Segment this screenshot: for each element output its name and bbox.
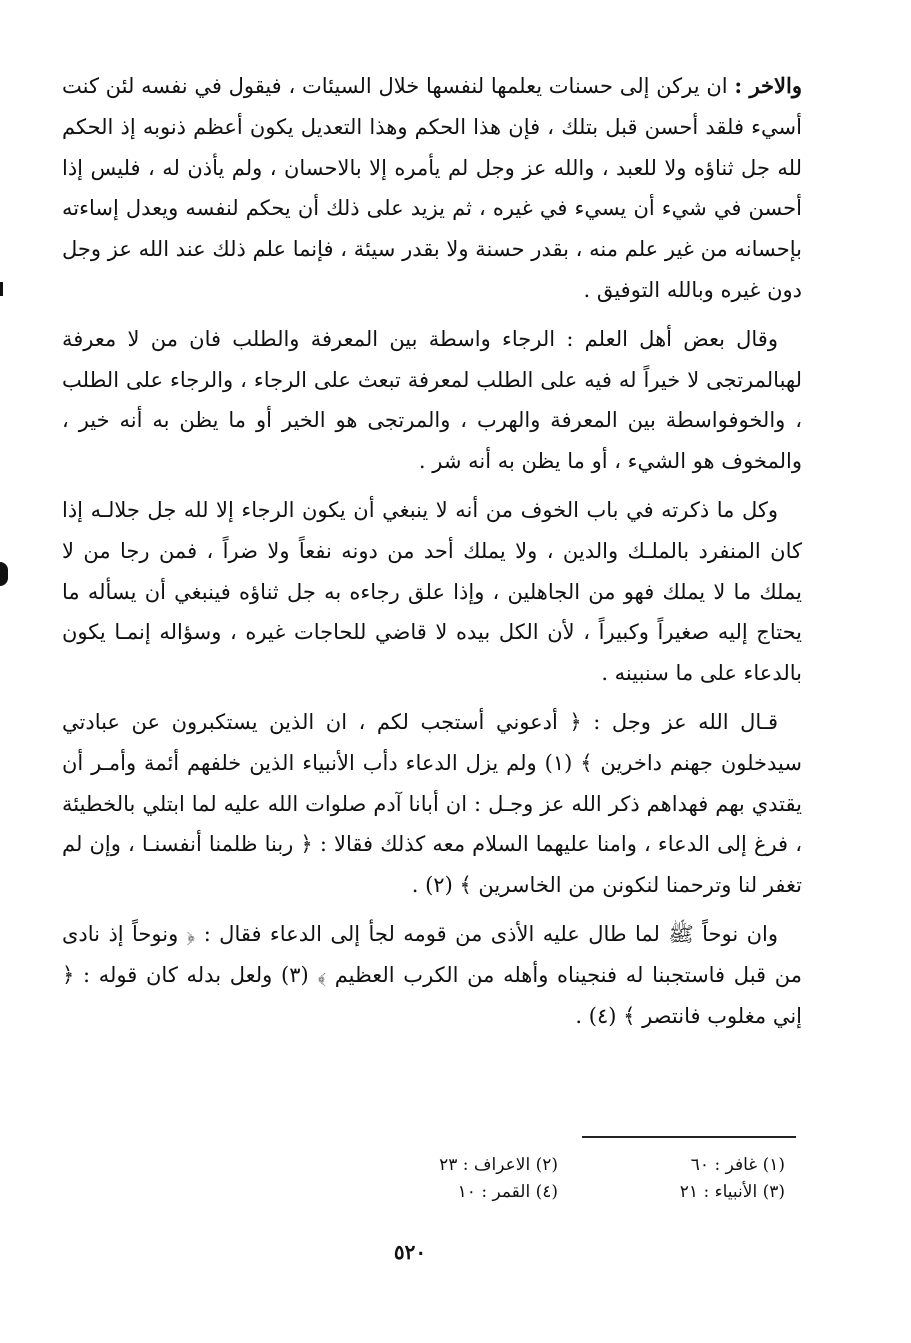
footnote-item: (١) غافر : ٦٠: [690, 1155, 785, 1175]
paragraph-text: قـال الله عز وجل : ﴿ أدعوني أستجب لكم ، ان الذين يستكبرون عن عبادتي سيدخلون جهنم داخرين ﴾ (١) ولم يزل الدعاء دأب الأنبياء الذين خلفهم أئمة وأمـر أن يقتدي بهم فهداهم ذكر الله عز وجـل : ان أبانا آدم صلوات الله عليه لما ابتلي بالخطيئة ، فرغ إلى الدعاء ، وامنا عليهما السلام معه كذلك فقالا : ﴿ ربنا ظلمنا أنفسنـا ، وإن لم تغفر لنا وترحمنا لنكونن من الخاسرين ﴾ (٢) .: [62, 709, 802, 898]
footnote-row: [330, 1179, 785, 1206]
footnote-divider: [582, 1136, 796, 1138]
footnote-item: (٢) الاعراف : ٢٣: [439, 1155, 558, 1175]
paragraph-lead: والاخر :: [734, 73, 802, 98]
paragraph-text: وكل ما ذكرته في باب الخوف من أنه لا ينبغي أن يكون الرجاء إلا لله جل جلالـه إذا كان المنفرد بالملـك والدين ، ولا يملك أحد من دونه نفعاً ولا ضراً ، فمن رجا من لا يملك ما لا يملك فهو من الجاهلين ، وإذا علق رجاءه به جل ثناؤه فينبغي أن يسأله ما يحتاج إليه صغيراً وكبيراً ، لأن الكل بيده لا قاضي للحاجات غيره ، وسؤاله إنمـا يكون بالدعاء على ما سنبينه .: [62, 497, 802, 686]
scan-edge-mark: [0, 282, 3, 296]
page-number: ٥٢٠: [393, 1240, 427, 1264]
paragraph-3: [62, 490, 802, 694]
footnote-item: (٣) الأنبياء : ٢١: [679, 1182, 785, 1202]
paragraph-text: ان يركن إلى حسنات يعلمها لنفسها خلال السيئات ، فيقول في نفسه لئن كنت أسيء فلقد أحسن قبل بتلك ، فإن هذا الحكم وهذا التعديل يكون أعظم ذنوبه إذ الحكم لله جل ثناؤه ولا للعبد ، والله عز وجل لم يأمره إلا بالاحسان ، ولم يأذن له ، فليس إذا أحسن في شيء أن يسيء في غيره ، ثم يزيد على ذلك أن يحكم لنفسه ويعدل إساءته بإحسانه من غير علم منه ، بقدر حسنة ولا بقدر سيئة ، فإنما علم ذلك عند الله عز وجل دون غيره وبالله التوفيق .: [62, 74, 802, 302]
footnote-row: [330, 1152, 785, 1179]
paragraph-2: [62, 319, 802, 482]
main-text: [62, 66, 802, 1044]
paragraph-5: [62, 914, 802, 1036]
footnotes: [330, 1152, 785, 1206]
paragraph-4: [62, 702, 802, 906]
paragraph-1: [62, 66, 802, 311]
footnote-item: (٤) القمر : ١٠: [457, 1182, 558, 1202]
scan-edge-mark: [0, 562, 8, 586]
paragraph-text: وان نوحاً ﷺ لما طال عليه الأذى من قومه لجأ إلى الدعاء فقال : ﴿ ونوحاً إذ نادى من قبل فاستجبنا له فنجيناه وأهله من الكرب العظيم ﴾ (٣) ولعل بدله كان قوله : ﴿ إني مغلوب فانتصر ﴾ (٤) .: [62, 921, 802, 1028]
paragraph-text: وقال بعض أهل العلم : الرجاء واسطة بين المعرفة والطلب فان من لا معرفة لهبالمرتجى لا خيراً له فيه على الطلب لمعرفة تبعث على الرجاء ، والرجاء على الطلب ، والخوفواسطة بين المعرفة والهرب ، والمرتجى هو الخير أو ما يظن به أنه خير ، والمخوف هو الشيء ، أو ما يظن به أنه شر .: [62, 326, 802, 474]
